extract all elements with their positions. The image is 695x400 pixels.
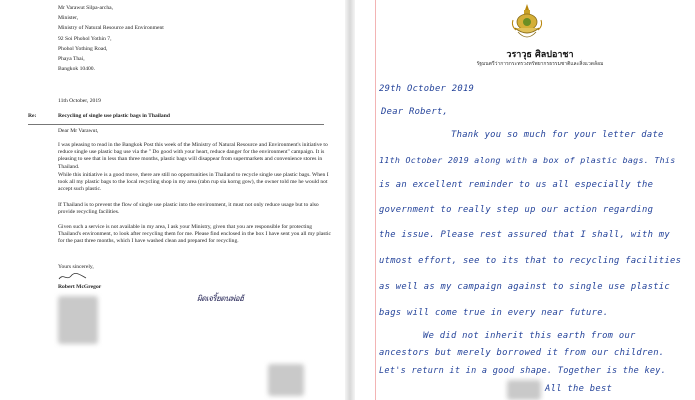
typed-letter-page <box>0 0 345 400</box>
reply-line: We did not inherit this earth from our <box>423 331 636 341</box>
reply-line: as well as my campaign against to single use plastic <box>379 282 671 292</box>
reply-date: 29th October 2019 <box>379 84 475 94</box>
reply-line: the issue. Please rest assured that I shall, with my <box>379 230 671 240</box>
thai-stamp-signature: ผิดเจริ้ยตนพ่อฮ้ <box>197 294 244 303</box>
address-line: Minister, <box>58 15 79 22</box>
reply-signoff: All the best <box>545 384 613 394</box>
minister-title-header: รัฐมนตรีว่าการกระทรวงทรัพยากรธรรมชาติและสิ่งแวดล้อม <box>476 61 604 67</box>
redacted-mark <box>268 364 304 396</box>
letter-sender: Robert McGregor <box>58 284 102 290</box>
address-line: Phohol Yothing Road, <box>58 45 108 52</box>
re-label: Re: <box>28 113 37 119</box>
letter-paragraph: I was pleasing to read in the Bangkok Post this week of the Ministry of Natural Resource and Environment's initiative to reduce single use plastic bag use via the " Do good with your heart, reduce danger for the environment" campaign. It is pleasing to see that in less than three months, plastic bags will disappear from supermarkets and convenience stores in Thailand. <box>58 142 328 170</box>
government-emblem-icon <box>510 2 544 44</box>
letter-subject: Recycling of single use plastic bags in Thailand <box>58 113 170 119</box>
letter-paragraph: Given such a service is not available in my area, I ask your Ministry, given that you are responsible for protecting Thailand's environment, to look after recycling them for me. Please find enclosed in the box I have sent you all my plastic for the past three months, which I have washed clean and prepared for recycling. <box>58 224 332 245</box>
reply-line: ancestors but merely borrowed it from our children. <box>379 348 665 358</box>
letter-paragraph: If Thailand is to prevent the flow of single use plastic into the environment, it must not only reduce usage but to also provide recycling facilities. <box>58 202 319 216</box>
letter-paragraph: While this initiative is a good move, there are still no opportunities in Thailand to recycle single use plastic bags. When I took all my plastic bags to the local recycling shop in my area (rabn rup sia korng gow), the owner told me he would not accept such plastic. <box>58 172 329 193</box>
redacted-address <box>58 296 98 344</box>
address-line: Bangkok 10400. <box>58 66 95 73</box>
address-line: Phaya Thai, <box>58 56 85 63</box>
recipient-address <box>58 5 338 73</box>
letter-date: 11th October, 2019 <box>58 98 101 104</box>
page-divider <box>345 0 355 400</box>
margin-line <box>375 0 376 400</box>
reply-line: Let's return it in a good shape. Together is the key. <box>379 366 667 376</box>
letter-salutation: Dear Mr Varawut, <box>58 128 99 134</box>
letter-closing: Yours sincerely, <box>58 264 94 270</box>
reply-line: bags will come true in every near future. <box>379 308 609 318</box>
minister-name-header: วราวุธ ศิลปอาชา <box>506 50 574 60</box>
reply-line: 11th October 2019 along with a box of plastic bags. This <box>379 155 676 165</box>
address-line: Ministry of Natural Resource and Environment <box>58 25 164 32</box>
address-line: 92 Soi Phohol Yothin 7, <box>58 35 112 42</box>
address-line: Mr Varawut Silpa-archa, <box>58 5 114 11</box>
sender-signature <box>58 272 88 282</box>
handwritten-reply-page <box>355 0 695 400</box>
reply-line: utmost effort, see to its that to recycling facilities <box>379 256 682 266</box>
reply-line: is an excellent reminder to us all especially the <box>379 180 654 190</box>
reply-salutation: Dear Robert, <box>381 107 449 117</box>
reply-line: government to really step up our action regarding <box>379 205 654 215</box>
redacted-signature <box>507 380 541 400</box>
subject-divider <box>28 124 324 125</box>
reply-line: Thank you so much for your letter date <box>451 130 664 140</box>
